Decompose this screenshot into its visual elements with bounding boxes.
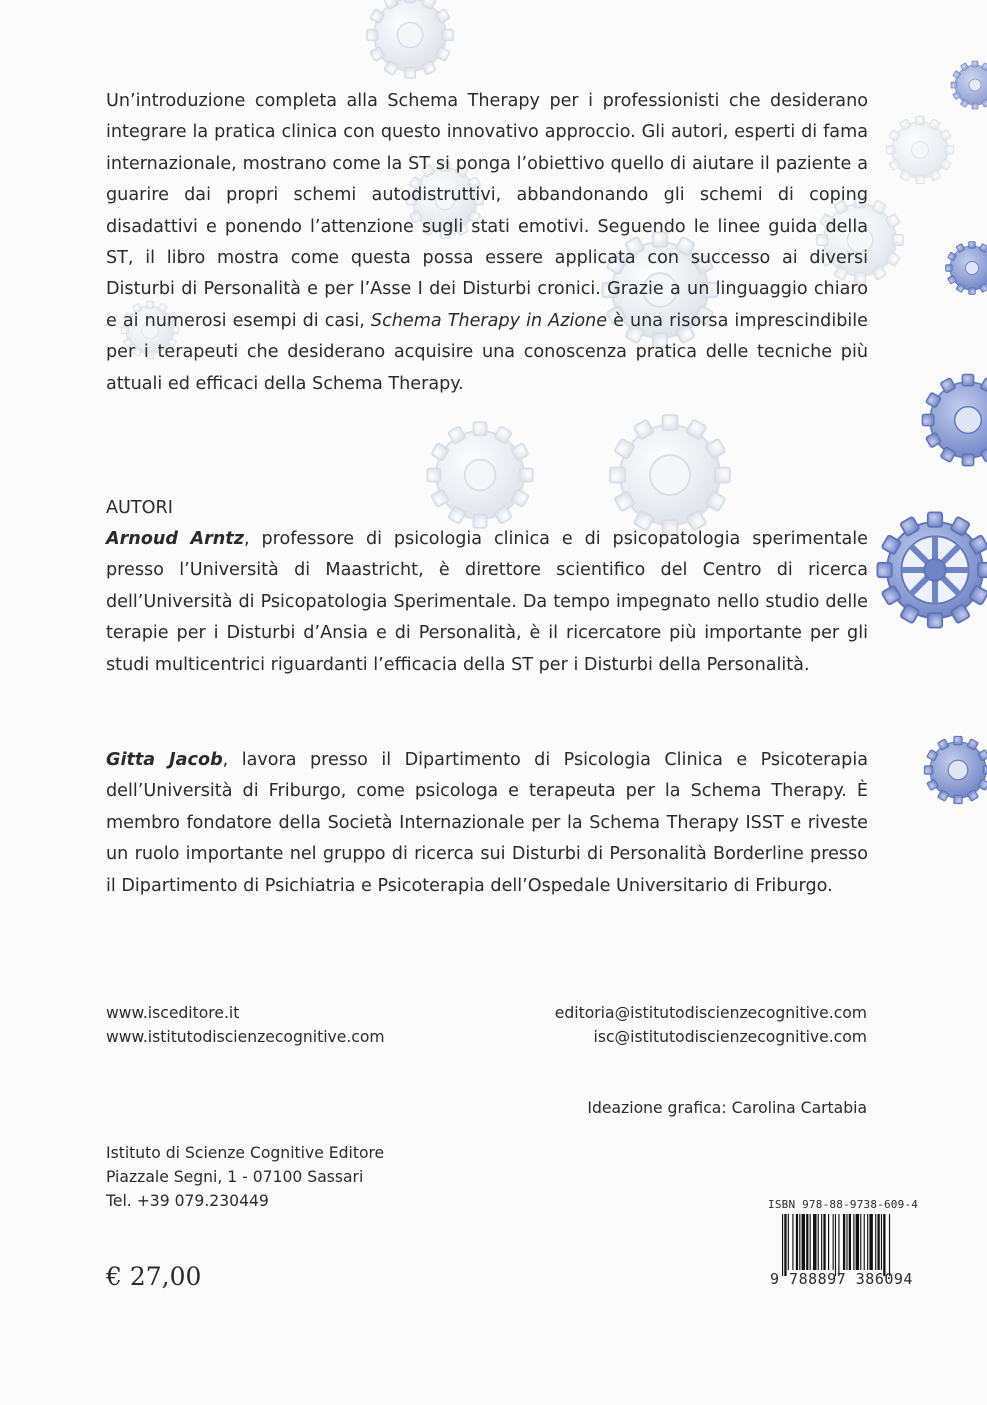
barcode-bar <box>802 1214 805 1270</box>
barcode-bar <box>864 1214 865 1270</box>
barcode-bar <box>818 1214 819 1270</box>
barcode-bar <box>875 1214 876 1270</box>
publisher-address: Piazzale Segni, 1 - 07100 Sassari <box>106 1168 364 1186</box>
barcode-bar <box>792 1214 793 1270</box>
barcode-bar <box>806 1214 808 1270</box>
book-description <box>106 86 868 400</box>
barcode-bar <box>823 1214 825 1270</box>
website-link[interactable]: www.isceditore.it <box>106 1004 240 1022</box>
barcode-bar <box>821 1214 822 1270</box>
email-link[interactable]: isc@istitutodiscienzecognitive.com <box>593 1028 867 1046</box>
author-2-bio <box>106 745 868 902</box>
author-1-name: Arnoud Arntz <box>106 529 244 549</box>
book-title: Schema Therapy in Azione <box>370 310 608 331</box>
barcode-bar <box>869 1214 872 1270</box>
barcode <box>768 1198 958 1298</box>
barcode-bar <box>867 1214 868 1270</box>
description-text: Un’introduzione completa alla Schema Therapy per i professionisti che desiderano integrare la pratica clinica con questo innovativo approccio. Gli autori, esperti di fama internazionale, mostrano come la ST si ponga l’obiettivo quello di aiutare il paziente a guarire dai propri schemi autodistruttivi, abbandonando gli schemi di coping disadattivi e ponendo l’attenzione sugli stati emotivi. Seguendo le linee guida della ST, il libro mostra come questa possa essere applicata con successo ai diversi Disturbi di Personalità e per l’Asse I dei Disturbi cronici. Grazie a un linguaggio chiaro e ai numerosi esempi di casi, <box>106 91 868 331</box>
barcode-bar <box>828 1214 829 1270</box>
author-1-bio <box>106 524 868 681</box>
isbn-label: ISBN 978-88-9738-609-4 <box>768 1198 919 1211</box>
author-2-text: , lavora presso il Dipartimento di Psicologia Clinica e Psicoterapia dell’Università di Friburgo, come psicologa e terapeuta per la Schema Therapy. È membro fondatore della Società Internazionale per la Schema Therapy ISST e riveste un ruolo importante nel gruppo di ricerca sui Disturbi di Personalità Borderline presso il Dipartimento di Psichiatria e Psicoterapia dell’Ospedale Universitario di Friburgo. <box>106 750 868 896</box>
barcode-digits: 9 788897 386094 <box>770 1270 913 1288</box>
barcode-bars <box>782 1214 942 1276</box>
description-text-end: è una risorsa imprescindibile per i terapeuti che desiderano acquisire una conoscenza pratica delle tecniche più attuali ed efficaci della Schema Therapy. <box>106 310 868 394</box>
barcode-bar <box>843 1214 845 1270</box>
barcode-bar <box>799 1214 800 1270</box>
barcode-bar <box>849 1214 851 1270</box>
barcode-bar <box>889 1214 890 1276</box>
barcode-bar <box>881 1214 882 1270</box>
author-1-text: , professore di psicologia clinica e di psicopatologia sperimentale presso l’Università di Maastricht, è direttore scientifico del Centro di ricerca dell’Università di Psicopatologia Sperimentale. Da tempo impegnato nello studio delle terapie per i Disturbi d’Ansia e di Personalità, è il ricercatore più importante per gli studi multicentrici riguardanti l’efficacia della ST per i Disturbi della Personalità. <box>106 529 868 675</box>
barcode-bar <box>835 1214 836 1276</box>
design-credit: Ideazione grafica: Carolina Cartabia <box>587 1099 867 1117</box>
barcode-bar <box>784 1214 786 1276</box>
publisher-phone: Tel. +39 079.230449 <box>106 1192 269 1210</box>
barcode-bar <box>796 1214 798 1270</box>
barcode-bar <box>877 1214 879 1270</box>
barcode-bar <box>810 1214 811 1270</box>
barcode-bar <box>813 1214 816 1270</box>
barcode-bar <box>860 1214 861 1270</box>
barcode-bar <box>853 1214 854 1270</box>
barcode-bar <box>833 1214 834 1270</box>
barcode-bar <box>846 1214 847 1270</box>
barcode-bar <box>883 1214 885 1276</box>
barcode-bar <box>788 1214 789 1270</box>
website-link[interactable]: www.istitutodiscienzecognitive.com <box>106 1028 385 1046</box>
price: € 27,00 <box>106 1262 202 1291</box>
barcode-bar <box>856 1214 859 1270</box>
publisher-name: Istituto di Scienze Cognitive Editore <box>106 1144 385 1162</box>
authors-heading: AUTORI <box>106 498 173 518</box>
author-2-name: Gitta Jacob <box>106 750 223 770</box>
barcode-bar <box>838 1214 839 1276</box>
email-link[interactable]: editoria@istitutodiscienzecognitive.com <box>554 1004 867 1022</box>
barcode-bar <box>782 1214 783 1276</box>
